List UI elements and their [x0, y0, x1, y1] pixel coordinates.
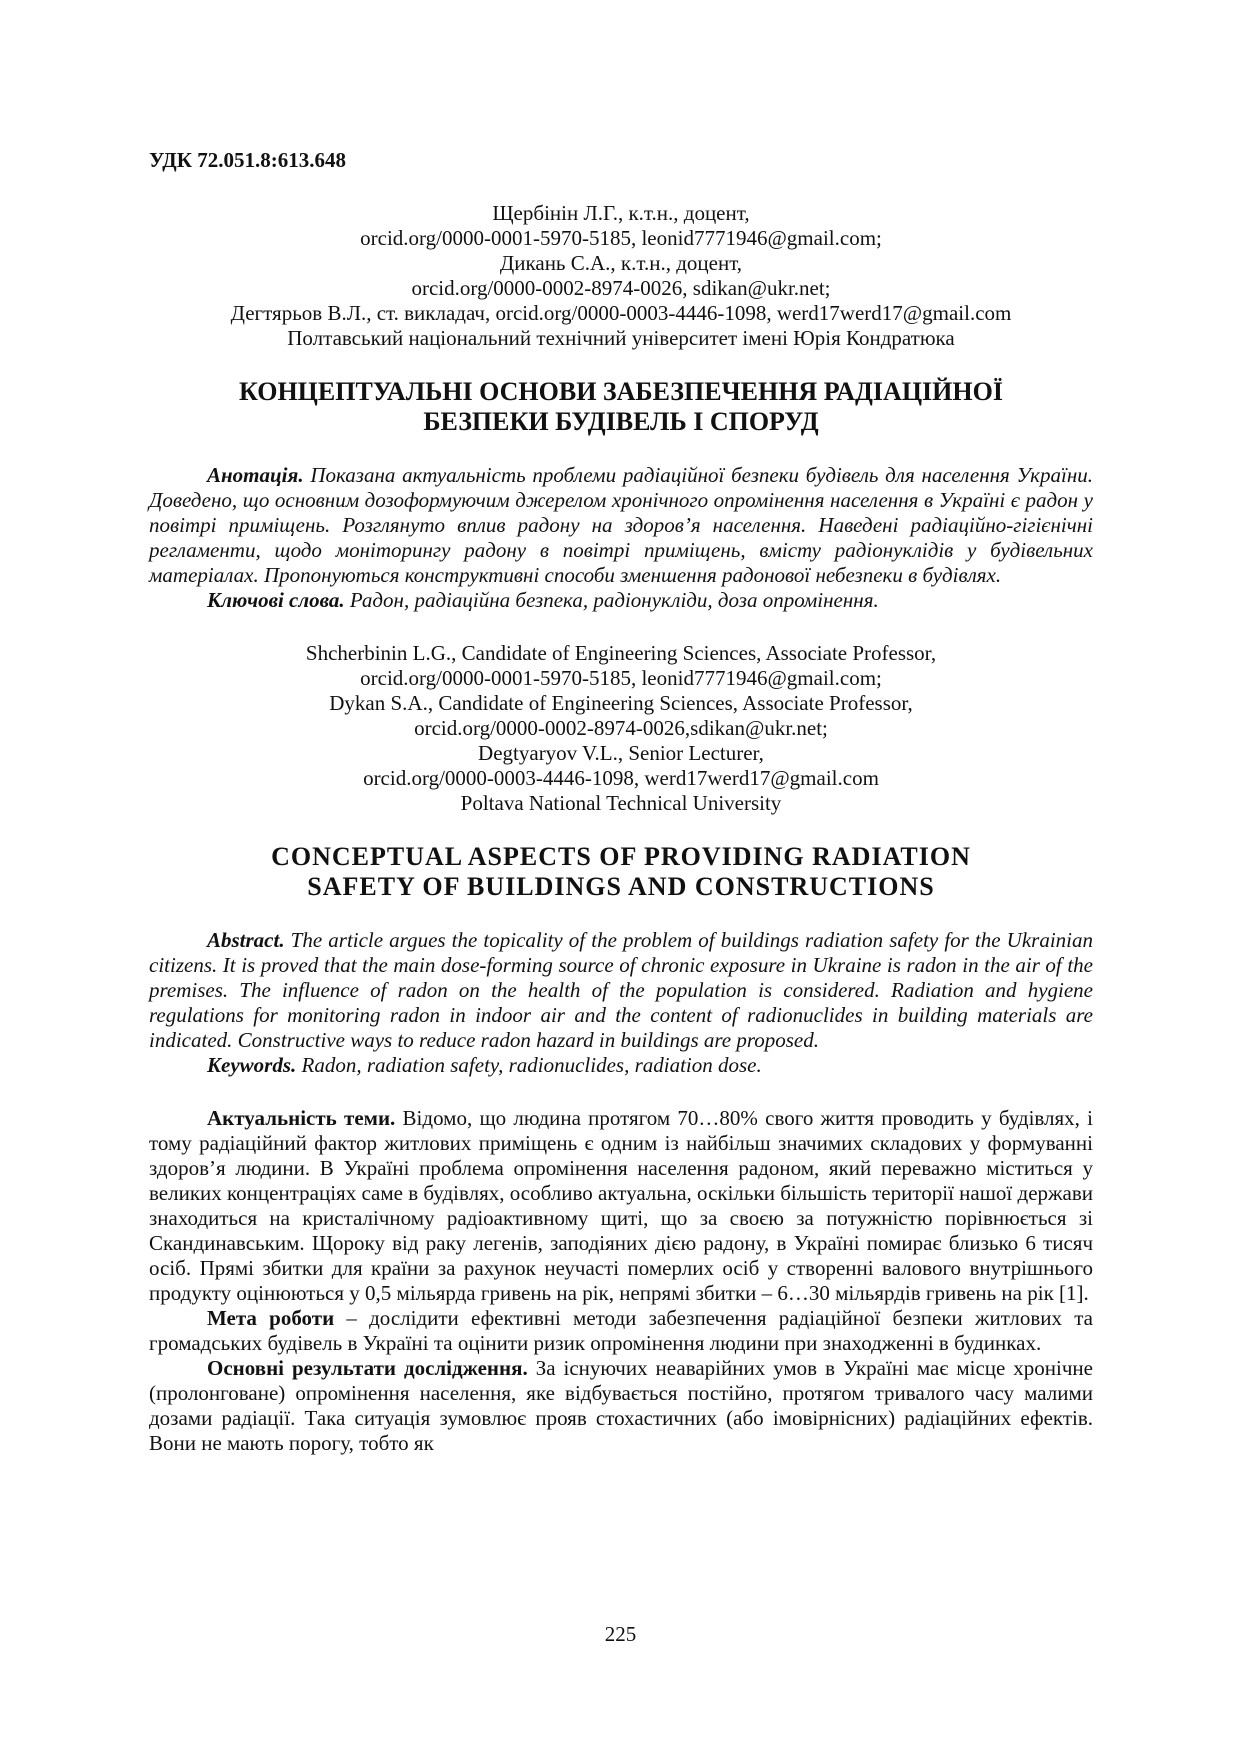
- paragraph-text: – дослідити ефективні методи забезпечення радіаційної безпеки житлових та громадських будівель в Україні та оцінити ризик опромінення людини при знаходженні в будинках.: [149, 1306, 1093, 1355]
- abstract-ua: [149, 463, 1093, 588]
- author-line: Dykan S.A., Candidate of Engineering Sciences, Associate Professor,: [329, 691, 913, 715]
- authors-en: [149, 641, 1093, 816]
- author-line: Shcherbinin L.G., Candidate of Engineering Sciences, Associate Professor,: [305, 641, 937, 665]
- author-line: orcid.org/0000-0001-5970-5185, leonid7771946@gmail.com;: [360, 666, 882, 690]
- title-en: [149, 842, 1093, 902]
- keywords-text: Радон, радіаційна безпека, радіонукліди, доза опромінення.: [344, 588, 879, 612]
- keywords-en: [149, 1053, 1093, 1078]
- abstract-label: Анотація.: [207, 463, 304, 487]
- udc-code: УДК 72.051.8:613.648: [149, 148, 346, 172]
- keywords-label: Ключові слова.: [207, 588, 345, 612]
- authors-ua: [149, 201, 1093, 351]
- title-ua: [149, 377, 1093, 437]
- abstract-text: The article argues the topicality of the problem of buildings radiation safety for the Ukrainian citizens. It is proved that the main dose-forming source of chronic exposure in Ukraine is radon in the air of the premises. The influence of radon on the health of the population is considered. Radiation and hygiene regulations for monitoring radon in indoor air and the content of radionuclides in building materials are indicated. Constructive ways to reduce radon hazard in buildings are proposed.: [149, 928, 1093, 1052]
- keywords-text: Radon, radiation safety, radionuclides, radiation dose.: [296, 1053, 762, 1077]
- author-line: orcid.org/0000-0003-4446-1098, werd17werd17@gmail.com: [363, 766, 879, 790]
- page-number: 225: [604, 1622, 637, 1646]
- affiliation: Полтавський національний технічний університет імені Юрія Кондратюка: [287, 326, 955, 350]
- paragraph-relevance: [149, 1106, 1093, 1306]
- title-line: SAFETY OF BUILDINGS AND CONSTRUCTIONS: [307, 872, 935, 901]
- title-line: БЕЗПЕКИ БУДІВЕЛЬ І СПОРУД: [423, 407, 819, 436]
- author-line: orcid.org/0000-0002-8974-0026, sdikan@ukr.net;: [411, 276, 831, 300]
- author-line: Degtyaryov V.L., Senior Lecturer,: [478, 741, 764, 765]
- title-line: CONCEPTUAL ASPECTS OF PROVIDING RADIATION: [271, 842, 971, 871]
- paragraph-text: За існуючих неаварійних умов в Україні має місце хронічне (пролонговане) опромінення населення, яке відбувається постійно, протягом тривалого часу малими дозами радіації. Така ситуація зумовлює прояв стохастичних (або імовірнісних) радіаційних ефектів. Вони не мають порогу, тобто як: [149, 1356, 1093, 1455]
- author-line: orcid.org/0000-0002-8974-0026,sdikan@ukr.net;: [414, 716, 828, 740]
- author-line: Щербінін Л.Г., к.т.н., доцент,: [492, 201, 750, 225]
- abstract-text: Показана актуальність проблеми радіаційної безпеки будівель для населення України. Доведено, що основним дозоформуючим джерелом хронічного опромінення населення в Україні є радон у повітрі приміщень. Розглянуто вплив радону на здоров’я населення. Наведені радіаційно-гігієнічні регламенти, щодо моніторингу радону в повітрі приміщень, вмісту радіонуклідів у будівельних матеріалах. Пропонуються конструктивні способи зменшення радонової небезпеки в будівлях.: [149, 463, 1093, 587]
- paragraph-lead: Основні результати дослідження.: [207, 1356, 528, 1380]
- keywords-label: Keywords.: [207, 1053, 297, 1077]
- paragraph-lead: Мета роботи: [207, 1306, 335, 1330]
- abstract-label: Abstract.: [207, 928, 285, 952]
- title-line: КОНЦЕПТУАЛЬНІ ОСНОВИ ЗАБЕЗПЕЧЕННЯ РАДІАЦІЙНОЇ: [239, 377, 1003, 406]
- author-line: Дикань С.А., к.т.н., доцент,: [499, 251, 743, 275]
- keywords-ua: [149, 588, 1093, 613]
- affiliation: Poltava National Technical University: [460, 791, 782, 815]
- author-line: Дегтярьов В.Л., ст. викладач, orcid.org/0000-0003-4446-1098, werd17werd17@gmail.com: [230, 301, 1012, 325]
- paragraph-goal: [149, 1306, 1093, 1356]
- author-line: orcid.org/0000-0001-5970-5185, leonid7771946@gmail.com;: [360, 226, 882, 250]
- paragraph-text: Відомо, що людина протягом 70…80% свого життя проводить у будівлях, і тому радіаційний фактор житлових приміщень є одним із найбільш значимих складових у формуванні здоров’я людини. В Україні проблема опромінення населення радоном, який переважно міститься у великих концентраціях саме в будівлях, особливо актуальна, оскільки більшість території нашої держави знаходиться на кристалічному радіоактивному щиті, що за своєю за потужністю порівнюється зі Скандинавським. Щороку від раку легенів, заподіяних дією радону, в Україні помирає близько 6 тисяч осіб. Прямі збитки для країни за рахунок неучасті померлих осіб у створенні валового внутрішнього продукту оцінюються у 0,5 мільярда гривень на рік, непрямі збитки – 6…30 мільярдів гривень на рік [1].: [149, 1106, 1093, 1305]
- abstract-en: [149, 928, 1093, 1053]
- paragraph-results: [149, 1356, 1093, 1456]
- paragraph-lead: Актуальність теми.: [207, 1106, 396, 1130]
